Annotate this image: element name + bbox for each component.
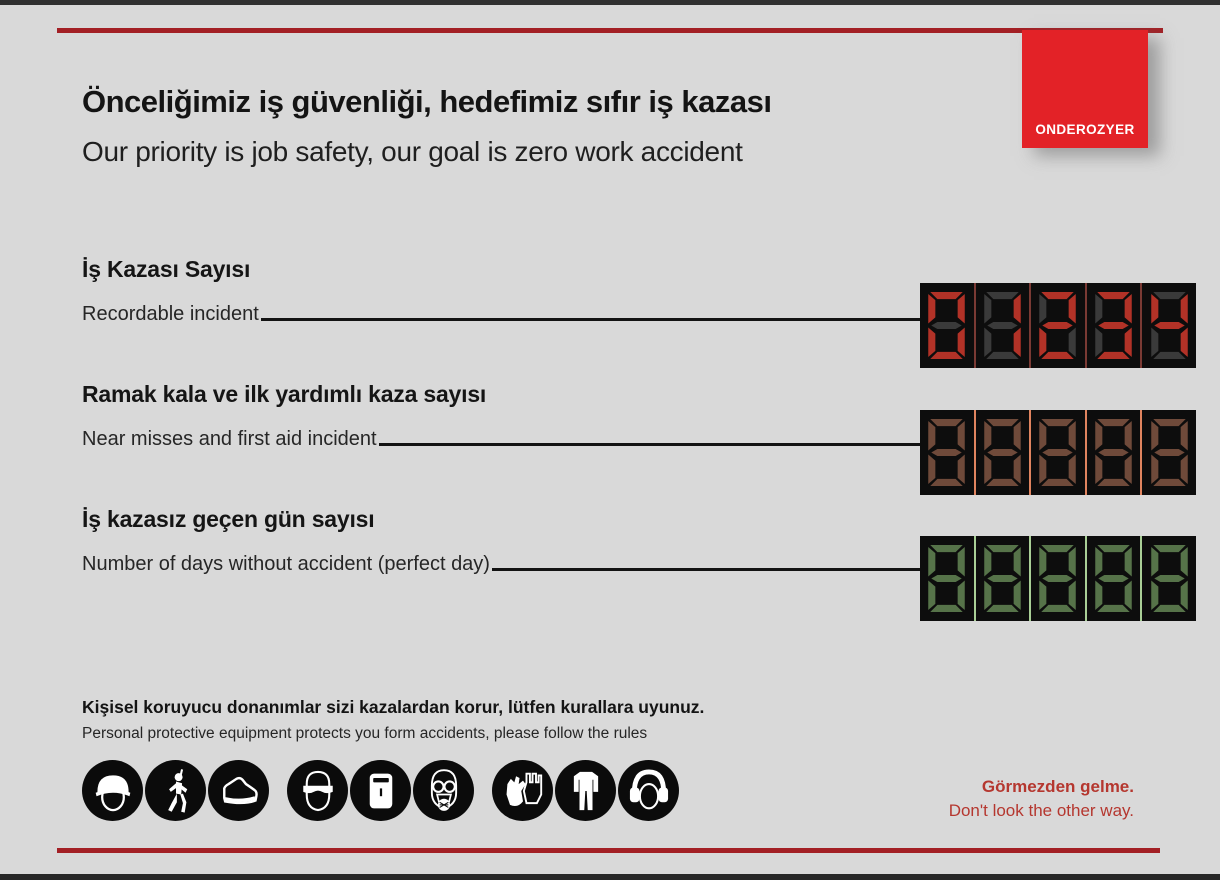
ppe-heading-turkish: Kişisel koruyucu donanımlar sizi kazalardan korur, lütfen kurallara uyunuz. — [82, 697, 705, 717]
seven-segment-digit — [920, 410, 974, 495]
bottom-border — [0, 874, 1220, 880]
ppe-icon-row — [82, 760, 704, 821]
ppe-heading-english: Personal protective equipment protects you form accidents, please follow the rules — [82, 725, 648, 742]
leader-line — [379, 443, 926, 446]
seven-segment-digit — [920, 536, 974, 621]
safety-harness-icon — [145, 760, 206, 821]
brand-banner — [1022, 30, 1148, 148]
top-border — [0, 0, 1220, 5]
respirator-icon — [413, 760, 474, 821]
protective-clothing-icon — [555, 760, 616, 821]
segment-display-near-miss — [920, 410, 1196, 495]
seven-segment-digit — [1031, 536, 1085, 621]
segment-display-days-without-accident — [920, 536, 1196, 621]
main-title-english: Our priority is job safety, our goal is zero work accident — [82, 136, 743, 167]
seven-segment-digit — [1142, 536, 1196, 621]
warning-note — [949, 777, 1134, 821]
seven-segment-digit — [976, 283, 1030, 368]
metric-row-recordable — [82, 256, 926, 326]
seven-segment-digit — [1142, 283, 1196, 368]
metric-row-days-without-accident — [82, 506, 926, 576]
warning-note-english: Don't look the other way. — [948, 801, 1134, 820]
metric-row-near-miss — [82, 381, 926, 451]
ppe-section — [82, 697, 704, 821]
ear-protection-icon — [618, 760, 679, 821]
seven-segment-digit — [1031, 283, 1085, 368]
seven-segment-digit — [1031, 410, 1085, 495]
brand-name: ONDEROZYER — [1035, 122, 1135, 137]
seven-segment-digit — [1087, 536, 1141, 621]
hard-hat-icon — [82, 760, 143, 821]
seven-segment-digit — [1142, 410, 1196, 495]
header — [82, 84, 771, 168]
safety-boots-icon — [208, 760, 269, 821]
main-title-turkish: Önceliğimiz iş güvenliği, hedefimiz sıfır iş kazası — [82, 84, 772, 119]
ppe-icon-group-head — [82, 760, 269, 821]
ppe-icon-group-face — [287, 760, 474, 821]
warning-note-turkish: Görmezden gelme. — [981, 777, 1134, 796]
seven-segment-digit — [920, 283, 974, 368]
bottom-accent-line — [57, 848, 1160, 853]
seven-segment-digit — [976, 536, 1030, 621]
seven-segment-digit — [976, 410, 1030, 495]
metric-title-english: Near misses and first aid incident — [82, 428, 377, 450]
metric-title-turkish: İş kazasız geçen gün sayısı — [82, 506, 375, 532]
face-shield-icon — [350, 760, 411, 821]
segment-display-recordable — [920, 283, 1196, 368]
leader-line — [492, 568, 926, 571]
top-accent-line — [57, 28, 1163, 33]
metric-title-turkish: İş Kazası Sayısı — [82, 256, 251, 282]
seven-segment-digit — [1087, 410, 1141, 495]
metric-title-english: Number of days without accident (perfect day) — [82, 553, 490, 575]
ppe-icon-group-body — [492, 760, 679, 821]
seven-segment-digit — [1087, 283, 1141, 368]
metric-title-english: Recordable incident — [82, 303, 259, 325]
safety-gloves-icon — [492, 760, 553, 821]
metric-title-turkish: Ramak kala ve ilk yardımlı kaza sayısı — [82, 381, 487, 407]
safety-goggles-icon — [287, 760, 348, 821]
leader-line — [261, 318, 926, 321]
